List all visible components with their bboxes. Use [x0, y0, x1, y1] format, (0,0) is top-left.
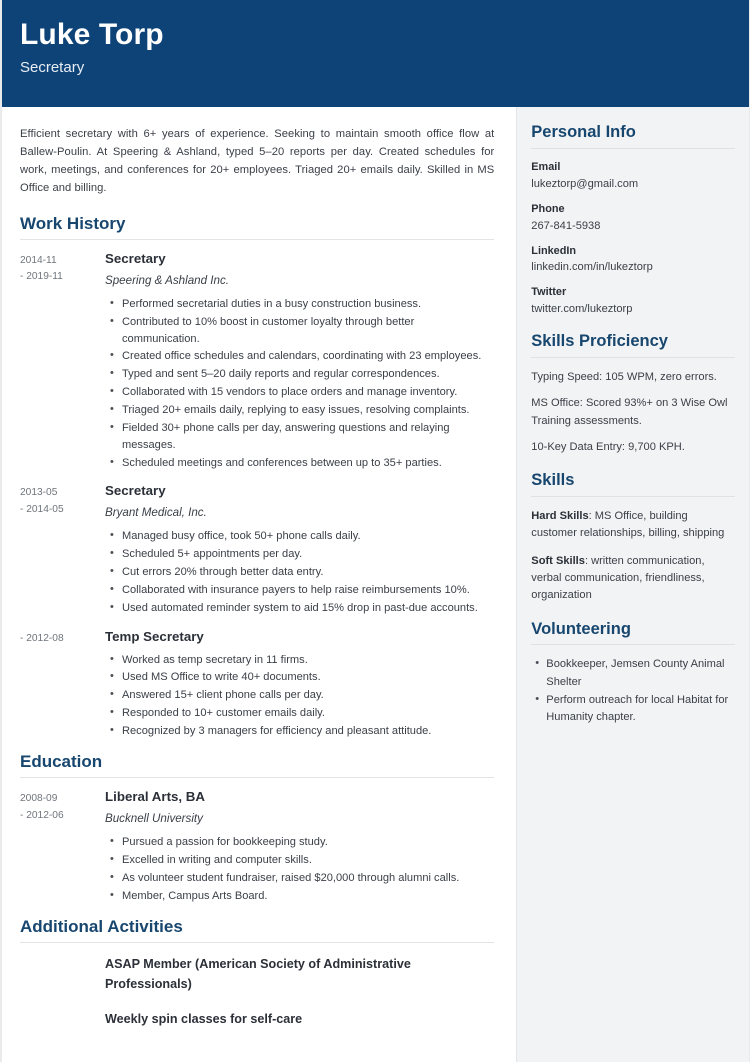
sidebar-divider — [531, 357, 735, 358]
entry-body — [105, 483, 494, 617]
entry-date-start: 2013-05 — [20, 487, 58, 499]
entry-date-start: 2008-09 — [20, 793, 58, 805]
professional-summary: Efficient secretary with 6+ years of experience. Seeking to maintain smooth office flow at Ballew-Poulin. At Speering & Ashland, typed 5–20 reports per day. Created schedules for work, meetings, and conferences for 20+ employees. Triaged 20+ emails daily. Skilled in MS Office and billing. — [20, 128, 495, 195]
volunteering-item: • Bookkeeper, Jemsen County Animal Shelter — [546, 656, 735, 690]
entry-date-range — [20, 629, 105, 741]
entry-date-end: - 2012-08 — [20, 632, 64, 644]
entry-bullet: • As volunteer student fundraiser, raised $20,000 through alumni calls. — [122, 870, 494, 887]
entry-bullet: • Collaborated with insurance payers to help raise reimbursements 10%. — [122, 582, 494, 599]
sidebar-section-skills-proficiency — [531, 332, 735, 456]
skills-proficiency-item: MS Office: Scored 93%+ on 3 Wise Owl Training assessments. — [531, 397, 728, 427]
sidebar-divider — [531, 148, 735, 149]
personal-info-value[interactable]: 267-841-5938 — [531, 219, 601, 232]
entry-bullet: • Answered 15+ client phone calls per day. — [122, 687, 494, 704]
resume-entry — [20, 251, 494, 472]
entry-bullet: • Collaborated with 15 vendors to place orders and manage inventory. — [122, 384, 494, 401]
entry-bullet: • Managed busy office, took 50+ phone calls daily. — [122, 528, 494, 545]
section-heading-work-history: Work History — [20, 213, 126, 233]
sidebar-divider — [531, 496, 735, 497]
entry-bullet: • Performed secretarial duties in a busy construction business. — [122, 296, 494, 313]
sidebar-section-skills — [531, 471, 735, 605]
section-heading-additional-activities: Additional Activities — [20, 916, 183, 936]
personal-info-value[interactable]: lukeztorp@gmail.com — [531, 177, 639, 190]
entry-organization: Speering & Ashland Inc. — [105, 273, 229, 287]
skills-proficiency-item: Typing Speed: 105 WPM, zero errors. — [531, 371, 717, 384]
entry-bullet: • Pursued a passion for bookkeeping study. — [122, 834, 494, 851]
entry-organization: Bucknell University — [105, 812, 203, 826]
entry-bullet: • Member, Campus Arts Board. — [122, 888, 494, 905]
personal-info-item — [531, 202, 735, 234]
sidebar-heading-skills-proficiency: Skills Proficiency — [531, 332, 668, 351]
entry-bullet: • Created office schedules and calendars, coordinating with 23 employees. — [122, 348, 494, 365]
entry-bullet: • Triaged 20+ emails daily, replying to easy issues, resolving complaints. — [122, 402, 494, 419]
personal-info-value[interactable]: linkedin.com/in/lukeztorp — [531, 261, 653, 274]
entry-bullet-list — [105, 528, 494, 616]
entry-role-title: Secretary — [105, 250, 166, 266]
entry-bullet: • Worked as temp secretary in 11 firms. — [122, 652, 494, 669]
skills-proficiency-list — [531, 369, 735, 456]
sidebar-heading-personal-info: Personal Info — [531, 123, 636, 141]
entry-date-range — [20, 483, 105, 617]
additional-activity-item: ASAP Member (American Society of Administrative Professionals) — [105, 956, 411, 992]
additional-activity-item: Weekly spin classes for self-care — [105, 1011, 303, 1026]
volunteering-list — [531, 656, 735, 726]
additional-activities-list — [20, 954, 494, 1029]
resume-entry — [20, 629, 494, 741]
section-divider — [20, 777, 494, 778]
entry-bullet-list — [105, 652, 494, 740]
work-history-entries — [20, 251, 494, 741]
entry-organization: Bryant Medical, Inc. — [105, 506, 207, 520]
skills-proficiency-item: 10-Key Data Entry: 9,700 KPH. — [531, 440, 685, 453]
personal-info-label: Email — [531, 160, 561, 173]
resume-entry — [20, 483, 494, 617]
personal-info-item — [531, 285, 735, 317]
entry-bullet-list — [105, 296, 494, 472]
personal-info-label: Twitter — [531, 286, 567, 299]
entry-date-range — [20, 789, 105, 905]
entry-role-title: Liberal Arts, BA — [105, 789, 205, 805]
skills-item-label: Soft Skills — [531, 555, 585, 568]
entry-bullet: • Recognized by 3 managers for efficiency and pleasant attitude. — [122, 723, 494, 740]
entry-body — [105, 629, 494, 741]
entry-bullet-list — [105, 834, 494, 904]
entry-bullet: • Used automated reminder system to aid 15% drop in past-due accounts. — [122, 600, 494, 617]
skills-item-value: : MS Office, building customer relationships, billing, shipping — [531, 509, 725, 539]
personal-info-value[interactable]: twitter.com/lukeztorp — [531, 303, 633, 316]
personal-info-item — [531, 244, 735, 276]
sidebar-column — [516, 107, 749, 1062]
entry-date-end: - 2012-06 — [20, 809, 64, 821]
entry-bullet: • Contributed to 10% boost in customer loyalty through better communication. — [122, 314, 494, 348]
education-entries — [20, 789, 494, 905]
entry-bullet: • Excelled in writing and computer skills. — [122, 852, 494, 869]
personal-info-label: Phone — [531, 202, 565, 215]
skills-item-value: : written communication, verbal communication, friendliness, organization — [531, 555, 705, 602]
entry-date-range — [20, 251, 105, 472]
candidate-name: Luke Torp — [20, 18, 164, 51]
personal-info-list — [531, 160, 735, 318]
entry-bullet: • Responded to 10+ customer emails daily. — [122, 705, 494, 722]
entry-bullet: • Fielded 30+ phone calls per day, answering questions and relaying messages. — [122, 420, 494, 454]
section-education — [20, 752, 494, 906]
section-divider — [20, 239, 494, 240]
entry-bullet: • Typed and sent 5–20 daily reports and regular correspondences. — [122, 366, 494, 383]
personal-info-item — [531, 160, 735, 192]
resume-header — [2, 0, 749, 107]
main-column — [2, 107, 516, 1062]
skills-list — [531, 508, 735, 605]
entry-role-title: Temp Secretary — [105, 628, 204, 644]
section-work-history — [20, 214, 494, 741]
sidebar-heading-skills: Skills — [531, 470, 575, 489]
entry-body — [105, 789, 494, 905]
entry-body — [105, 251, 494, 472]
entry-role-title: Secretary — [105, 483, 166, 499]
skills-item — [531, 508, 735, 542]
entry-bullet: • Scheduled 5+ appointments per day. — [122, 546, 494, 563]
skills-item-label: Hard Skills — [531, 509, 589, 522]
personal-info-label: LinkedIn — [531, 244, 577, 257]
entry-date-start: 2014-11 — [20, 254, 57, 266]
entry-bullet: • Cut errors 20% through better data entry. — [122, 564, 494, 581]
entry-bullet: • Scheduled meetings and conferences between up to 35+ parties. — [122, 455, 494, 472]
section-additional-activities — [20, 917, 494, 1030]
entry-date-end: - 2019-11 — [20, 271, 63, 283]
sidebar-divider — [531, 644, 735, 645]
resume-entry — [20, 789, 494, 905]
section-divider — [20, 942, 494, 943]
sidebar-section-personal-info — [531, 123, 735, 317]
candidate-job-title: Secretary — [20, 58, 85, 76]
skills-item — [531, 553, 735, 605]
resume-body — [2, 107, 749, 1062]
entry-bullet: • Used MS Office to write 40+ documents. — [122, 669, 494, 686]
section-heading-education: Education — [20, 751, 103, 771]
entry-date-end: - 2014-05 — [20, 503, 64, 515]
sidebar-heading-volunteering: Volunteering — [531, 619, 631, 638]
volunteering-item: • Perform outreach for local Habitat for Humanity chapter. — [546, 692, 735, 726]
sidebar-section-volunteering — [531, 620, 735, 727]
